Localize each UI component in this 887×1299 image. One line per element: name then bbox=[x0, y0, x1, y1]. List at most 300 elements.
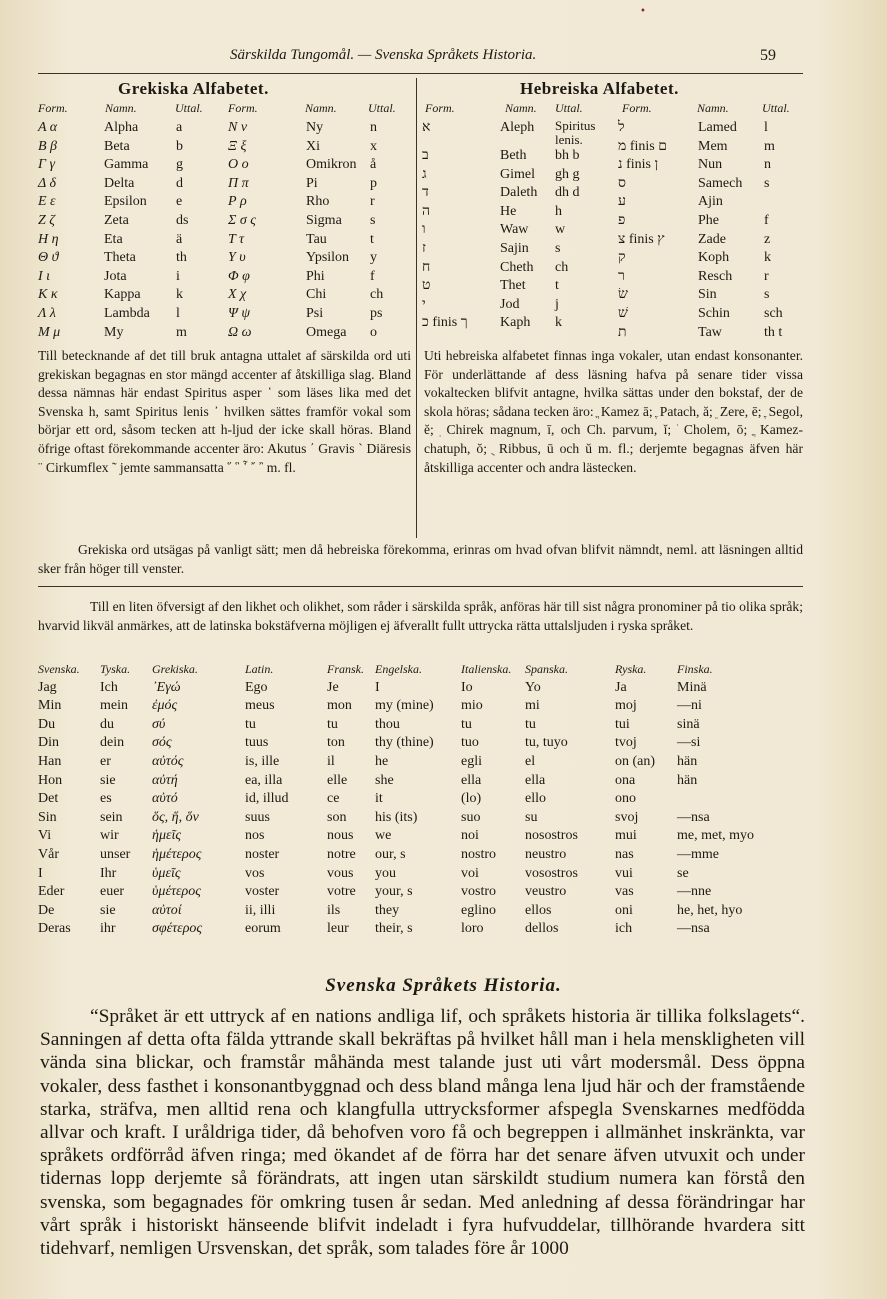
pronoun-cell: Ja bbox=[615, 679, 627, 695]
greek-letter-row bbox=[228, 305, 418, 324]
greek-letter-row bbox=[228, 268, 418, 287]
hebrew-letter-name: Thet bbox=[500, 278, 526, 294]
hebrew-letter-name: Taw bbox=[698, 324, 722, 340]
pronoun-cell: Ego bbox=[245, 679, 268, 695]
pronoun-cell: Je bbox=[327, 679, 339, 695]
greek-accent-text bbox=[38, 347, 411, 477]
greek-letter-sound: y bbox=[370, 250, 377, 266]
hebrew-letter-row bbox=[422, 147, 617, 166]
greek-letter-name: Psi bbox=[306, 305, 324, 321]
pronoun-cell: vui bbox=[615, 865, 633, 881]
history-paragraph: “Språket är ett uttryck af en nations andliga lif, och språkets historia är tillika folkslagets“. Sanningen af detta ofta fälda yttrande skall bekräftas på hvilket håll man i hela menskligheten vill vända sina blickar, och framstår måhända mest talande just uti vårt modersmål. Dess öppna vokaler, dess fasthet i konsonantbyggnad och dess bland många lena ljud här och der framstående starka, sträfva, men alltid rena och klangfulla uttrycksformer afspegla Svenskarnes medfödda allvar och kraft. I uråldriga tider, då behofven voro få och begreppen i allmänhet inskränkta, var språkets ordförråd äfven ringa; med ökandet af de förra har det senare äfven utvuxit och under tidernas lopp derjemte så förändrats, att ingen utan särskildt studium numera kan förstå den svenska, som begagnades för omkring tusen år sedan. Med anledning af dessa förändringar har vårt språk i historiskt hänseende blifvit indeladt i fyra hufvuddelar, tillhörande hvardera sitt tidehvarf, nemligen Ursvenskan, det språk, som talades före år 1000 bbox=[40, 1006, 805, 1260]
greek-letter-sound: g bbox=[176, 157, 183, 173]
hebrew-letter-row bbox=[618, 305, 802, 324]
greek-col-sound: Uttal. bbox=[175, 101, 203, 115]
greek-letter-row bbox=[228, 156, 418, 175]
greek-letter-name: Phi bbox=[306, 268, 325, 284]
running-header bbox=[0, 47, 887, 69]
greek-letter-row bbox=[228, 231, 418, 250]
greek-letter-form: Χ χ bbox=[228, 287, 247, 303]
hebrew-letter-row bbox=[422, 314, 617, 333]
hebrew-letter-row bbox=[422, 259, 617, 278]
pronoun-header: Finska. bbox=[677, 662, 713, 676]
hebrew-letter-form: פ bbox=[618, 212, 626, 228]
pronoun-cell: svoj bbox=[615, 809, 639, 825]
header-rule bbox=[38, 73, 803, 74]
pronoun-cell: dellos bbox=[525, 921, 559, 937]
pronoun-cell: Ihr bbox=[100, 865, 117, 881]
greek-letter-form: Ω ω bbox=[228, 324, 252, 340]
hebrew-letter-sound: dh d bbox=[555, 185, 580, 201]
hebrew-letter-sound: k bbox=[764, 250, 771, 266]
hebrew-letter-name: Schin bbox=[698, 305, 730, 321]
greek-heading: Grekiska Alfabetet. bbox=[118, 79, 269, 98]
pronoun-cell: she bbox=[375, 772, 394, 788]
greek-letter-form: Γ γ bbox=[38, 157, 55, 173]
pronoun-cell: neustro bbox=[525, 846, 567, 862]
pronoun-cell: mui bbox=[615, 828, 637, 844]
pronoun-cell: nas bbox=[615, 846, 634, 862]
hebrew-letter-sound: r bbox=[764, 268, 769, 284]
pronoun-cell: ὑμέτερος bbox=[152, 884, 201, 900]
hebrew-letter-row bbox=[618, 231, 802, 250]
pronoun-cell: ἐμός bbox=[152, 698, 178, 714]
hebrew-letter-name: Koph bbox=[698, 250, 730, 266]
hebrew-letter-form: כ finis ך bbox=[422, 315, 468, 331]
greek-letter-sound: t bbox=[370, 231, 374, 247]
pronoun-row bbox=[38, 846, 772, 865]
greek-letter-name: Omikron bbox=[306, 157, 357, 173]
hebrew-letter-row bbox=[618, 119, 802, 138]
hebrew-letter-row bbox=[618, 193, 802, 212]
hebrew-letter-form: ט bbox=[422, 278, 431, 294]
stain-mark: • bbox=[640, 6, 646, 17]
pronoun-cell: ellos bbox=[525, 902, 552, 918]
greek-letter-name: Theta bbox=[104, 250, 136, 266]
hebrew-col-form-2: Form. bbox=[622, 101, 652, 115]
hebrew-letter-name: Jod bbox=[500, 296, 520, 312]
pronoun-cell: ton bbox=[327, 735, 345, 751]
pronoun-cell: suo bbox=[461, 809, 481, 825]
pronoun-cell: tu bbox=[525, 716, 536, 732]
hebrew-col-sound: Uttal. bbox=[555, 101, 583, 115]
greek-letter-row bbox=[38, 156, 228, 175]
pronoun-cell: —nne bbox=[677, 884, 712, 900]
pronoun-cell: hän bbox=[677, 772, 698, 788]
hebrew-letter-form: ק bbox=[618, 250, 626, 266]
pronoun-cell: ihr bbox=[100, 921, 116, 937]
hebrew-letter-sound: s bbox=[764, 175, 770, 191]
greek-letter-form: Τ τ bbox=[228, 231, 245, 247]
greek-letter-form: Β β bbox=[38, 138, 58, 154]
pronoun-cell: it bbox=[375, 791, 383, 807]
pronoun-cell: votre bbox=[327, 884, 356, 900]
hebrew-letter-row bbox=[618, 268, 802, 287]
hebrew-letter-row bbox=[618, 175, 802, 194]
greek-letter-form: Λ λ bbox=[38, 305, 56, 321]
pronoun-cell: ich bbox=[615, 921, 633, 937]
hebrew-vowel-paragraph: Uti hebreiska alfabetet finnas inga vokaler, utan endast konsonanter. För underlättande af dess läsning hafva på senare tider vissa vokaltecken blifvit antagne, hvilka sättas under den bokstaf, der de skola höras; sådana tecken äro: ֳ Kamez ā; ֶ Patach, ă; ֵ Zere, ē; ֶ Segol, ĕ; ִ Chirek magnum, ī, och Ch. parvum, ĭ; ֹ Cholem, ō; ֳ Kamez-chatuph, ŏ; ֻ Ribbus, ū och ŭ m. fl.; derjemte begagnas äfven här åtskilliga accenter och andra lästecken. bbox=[424, 348, 803, 475]
greek-letter-form: Ε ε bbox=[38, 194, 56, 210]
pronoun-cell: on (an) bbox=[615, 753, 656, 769]
greek-letter-name: Lambda bbox=[104, 305, 150, 321]
greek-letter-sound: r bbox=[370, 194, 375, 210]
hebrew-col-sound-2: Uttal. bbox=[762, 101, 790, 115]
pronoun-header: Ryska. bbox=[615, 662, 647, 676]
pronoun-cell: σφέτερος bbox=[152, 921, 203, 937]
pronoun-cell: sein bbox=[100, 809, 123, 825]
pronoun-cell: Hon bbox=[38, 772, 63, 788]
header-title: Särskilda Tungomål. — Svenska Språkets Historia. bbox=[230, 47, 537, 63]
hebrew-letter-sound: s bbox=[764, 287, 770, 303]
pronoun-cell: vas bbox=[615, 884, 634, 900]
pronoun-cell: ii, illi bbox=[245, 902, 276, 918]
hebrew-col-form: Form. bbox=[425, 101, 455, 115]
pronoun-cell: es bbox=[100, 791, 112, 807]
pronoun-header: Svenska. bbox=[38, 662, 80, 676]
pronoun-cell: mi bbox=[525, 698, 540, 714]
pronoun-row bbox=[38, 679, 772, 698]
hebrew-letter-sound: k bbox=[555, 315, 562, 331]
hebrew-letter-sound: t bbox=[555, 278, 559, 294]
greek-letter-sound: s bbox=[370, 212, 376, 228]
pronoun-row bbox=[38, 827, 772, 846]
hebrew-letter-sound: n bbox=[764, 157, 771, 173]
pronoun-cell: αὐτοί bbox=[152, 902, 182, 918]
hebrew-letter-sound bbox=[764, 193, 802, 212]
hebrew-letter-row bbox=[422, 119, 617, 147]
hebrew-letter-row bbox=[618, 212, 802, 231]
hebrew-letter-form: ת bbox=[618, 324, 627, 340]
greek-letter-name: Eta bbox=[104, 231, 123, 247]
greek-letter-sound: d bbox=[176, 175, 183, 191]
greek-col-sound-2: Uttal. bbox=[368, 101, 396, 115]
hebrew-letter-form: צ finis ץ bbox=[618, 231, 665, 247]
greek-letter-name: Xi bbox=[306, 138, 320, 154]
hebrew-col-name-2: Namn. bbox=[697, 101, 729, 115]
pronoun-cell: mein bbox=[100, 698, 128, 714]
greek-letter-form: Ο ο bbox=[228, 157, 249, 173]
pronoun-cell: sie bbox=[100, 772, 116, 788]
pronoun-cell: his (its) bbox=[375, 809, 418, 825]
hebrew-letter-name: Resch bbox=[698, 268, 733, 284]
hebrew-letter-name: Beth bbox=[500, 148, 527, 163]
pronoun-cell: noi bbox=[461, 828, 479, 844]
hebrew-letter-name: Gimel bbox=[500, 166, 535, 182]
greek-letter-form: Φ φ bbox=[228, 268, 250, 284]
greek-letter-sound: ä bbox=[176, 231, 183, 247]
pronoun-cell: el bbox=[525, 753, 536, 769]
pronoun-cell: ona bbox=[615, 772, 636, 788]
hebrew-letter-sound: ch bbox=[555, 259, 569, 275]
pronoun-cell: tu bbox=[461, 716, 472, 732]
hebrew-letter-name: Samech bbox=[698, 175, 743, 191]
greek-letter-sound: x bbox=[370, 138, 377, 154]
hebrew-letter-sound: w bbox=[555, 222, 566, 238]
hebrew-letter-sound: Spiritus lenis. bbox=[555, 118, 596, 147]
hebrew-letter-sound: h bbox=[555, 203, 562, 219]
pronoun-cell: our, s bbox=[375, 846, 406, 862]
greek-letter-row bbox=[38, 138, 228, 157]
greek-letter-row bbox=[38, 175, 228, 194]
pronoun-cell: voi bbox=[461, 865, 479, 881]
pronoun-cell: my (mine) bbox=[375, 698, 434, 714]
pronoun-cell: elle bbox=[327, 772, 348, 788]
hebrew-letter-name: Mem bbox=[698, 138, 728, 154]
greek-letter-row bbox=[38, 286, 228, 305]
hebrew-letter-sound: th t bbox=[764, 324, 783, 340]
pronoun-header: Engelska. bbox=[375, 662, 422, 676]
greek-letter-name: Pi bbox=[306, 175, 318, 191]
greek-letter-sound: k bbox=[176, 287, 183, 303]
hebrew-letter-row bbox=[422, 240, 617, 259]
greek-letter-name: Ypsilon bbox=[306, 250, 350, 266]
section-rule bbox=[38, 586, 803, 587]
pronoun-cell: eglino bbox=[461, 902, 496, 918]
hebrew-letter-name: Zade bbox=[698, 231, 726, 247]
hebrew-letter-form: א bbox=[422, 120, 431, 135]
greek-letter-row bbox=[38, 268, 228, 287]
hebrew-letter-sound: s bbox=[555, 240, 561, 256]
hebrew-letter-form: ג bbox=[422, 166, 427, 182]
greek-letter-sound: ds bbox=[176, 212, 189, 228]
greek-letter-row bbox=[38, 193, 228, 212]
pronoun-cell: euer bbox=[100, 884, 125, 900]
greek-col-form: Form. bbox=[38, 101, 68, 115]
pronoun-cell: their, s bbox=[375, 921, 413, 937]
pronoun-cell: son bbox=[327, 809, 347, 825]
pronoun-row bbox=[38, 734, 772, 753]
greek-letter-form: Μ μ bbox=[38, 324, 61, 340]
greek-col-name: Namn. bbox=[105, 101, 137, 115]
hebrew-letter-form: ז bbox=[422, 240, 426, 256]
greek-note: Grekiska ord utsägas på vanligt sätt; men då hebreiska förekomma, erinras om hvad ofvan blifvit nämndt, neml. att läsningen alltid sker från höger till venster. bbox=[38, 542, 803, 576]
hebrew-table-left bbox=[422, 119, 617, 333]
pronoun-cell: ἡμεῖς bbox=[152, 828, 182, 844]
greek-letter-sound: n bbox=[370, 120, 377, 135]
greek-letter-row bbox=[228, 175, 418, 194]
pronoun-cell: id, illud bbox=[245, 791, 289, 807]
hebrew-letter-name: Lamed bbox=[698, 120, 737, 135]
greek-letter-name: Alpha bbox=[104, 120, 139, 135]
pronoun-cell: your, s bbox=[375, 884, 413, 900]
pronoun-row bbox=[38, 697, 772, 716]
hebrew-letter-name: He bbox=[500, 203, 517, 219]
pronoun-cell: mio bbox=[461, 698, 483, 714]
pronoun-cell: is, ille bbox=[245, 753, 280, 769]
pronoun-cell: ono bbox=[615, 791, 636, 807]
hebrew-letter-row bbox=[422, 296, 617, 315]
pronoun-row bbox=[38, 883, 772, 902]
pronoun-cell: (lo) bbox=[461, 791, 482, 807]
greek-letter-name: My bbox=[104, 324, 124, 340]
greek-letter-name: Kappa bbox=[104, 287, 141, 303]
pronoun-cell: I bbox=[38, 865, 43, 881]
pronoun-row bbox=[38, 716, 772, 735]
greek-letter-sound: o bbox=[370, 324, 377, 340]
pronoun-cell: moj bbox=[615, 698, 637, 714]
greek-letter-row bbox=[228, 138, 418, 157]
hebrew-letter-form: י bbox=[422, 296, 426, 312]
hebrew-col-name: Namn. bbox=[505, 101, 537, 115]
greek-letter-form: Ρ ρ bbox=[228, 194, 247, 210]
greek-letter-row bbox=[38, 249, 228, 268]
section-title: Svenska Språkets Historia. bbox=[325, 975, 562, 996]
pronoun-cell: tuo bbox=[461, 735, 479, 751]
greek-letter-form: Α α bbox=[38, 120, 58, 135]
hebrew-letter-name: Waw bbox=[500, 222, 529, 238]
hebrew-letter-form: ב bbox=[422, 148, 429, 163]
pronoun-cell: oni bbox=[615, 902, 633, 918]
pronoun-cell: αὐτή bbox=[152, 772, 178, 788]
pronoun-cell: ils bbox=[327, 902, 341, 918]
pronoun-cell: thy (thine) bbox=[375, 735, 434, 751]
pronoun-cell: tvoj bbox=[615, 735, 637, 751]
hebrew-letter-sound: l bbox=[764, 120, 768, 135]
pronoun-cell: —mme bbox=[677, 846, 719, 862]
hebrew-letter-form: שׂ bbox=[618, 287, 628, 303]
pronoun-cell: Yo bbox=[525, 679, 541, 695]
greek-letter-row bbox=[228, 212, 418, 231]
pronoun-cell: noster bbox=[245, 846, 280, 862]
pronoun-row bbox=[38, 865, 772, 884]
pronoun-cell: nostro bbox=[461, 846, 496, 862]
hebrew-letter-sound: bh b bbox=[555, 148, 580, 163]
greek-letter-row bbox=[228, 193, 418, 212]
greek-col-form-2: Form. bbox=[228, 101, 258, 115]
hebrew-letter-row bbox=[422, 277, 617, 296]
pronoun-cell: —nsa bbox=[677, 921, 710, 937]
pronoun-header: Spanska. bbox=[525, 662, 568, 676]
greek-letter-sound: th bbox=[176, 250, 187, 266]
hebrew-letter-row bbox=[618, 249, 802, 268]
greek-letter-name: Delta bbox=[104, 175, 135, 191]
greek-letter-sound: ch bbox=[370, 287, 384, 303]
pronoun-cell: meus bbox=[245, 698, 275, 714]
pronoun-row bbox=[38, 772, 772, 791]
hebrew-letter-sound: gh g bbox=[555, 166, 580, 182]
hebrew-letter-name: Ajin bbox=[698, 194, 723, 210]
pronoun-cell: Det bbox=[38, 791, 59, 807]
greek-letter-row bbox=[38, 305, 228, 324]
greek-letter-row bbox=[228, 324, 418, 343]
pronoun-header: Tyska. bbox=[100, 662, 131, 676]
hebrew-letter-row bbox=[618, 138, 802, 157]
pronoun-cell: tuus bbox=[245, 735, 269, 751]
pronoun-cell: loro bbox=[461, 921, 484, 937]
greek-letter-name: Epsilon bbox=[104, 194, 147, 210]
pronoun-cell: σός bbox=[152, 735, 172, 751]
hebrew-letter-sound: z bbox=[764, 231, 771, 247]
page-number: 59 bbox=[760, 47, 776, 64]
pronoun-cell: ἡμέτερος bbox=[152, 846, 202, 862]
pronoun-header: Grekiska. bbox=[152, 662, 198, 676]
greek-letter-form: Ι ι bbox=[38, 268, 51, 284]
pronoun-cell: he, het, hyo bbox=[677, 902, 743, 918]
greek-letter-row bbox=[228, 249, 418, 268]
pronoun-row bbox=[38, 902, 772, 921]
hebrew-letter-form: ע bbox=[618, 194, 626, 210]
greek-letter-sound: b bbox=[176, 138, 183, 154]
pronoun-cell: mon bbox=[327, 698, 352, 714]
greek-letter-name: Rho bbox=[306, 194, 330, 210]
pronoun-cell: veustro bbox=[525, 884, 567, 900]
hebrew-letter-form: ח bbox=[422, 259, 431, 275]
greek-letter-name: Tau bbox=[306, 231, 327, 247]
hebrew-letter-form: ס bbox=[618, 175, 626, 191]
pronoun-cell: ᾽Εγώ bbox=[152, 679, 181, 695]
pronoun-cell: hän bbox=[677, 753, 698, 769]
greek-letter-form: Θ ϑ bbox=[38, 250, 59, 266]
hebrew-letter-name: Cheth bbox=[500, 259, 534, 275]
pronoun-cell: he bbox=[375, 753, 389, 769]
greek-letter-form: Π π bbox=[228, 175, 249, 191]
hebrew-letter-form: ה bbox=[422, 203, 431, 219]
pronoun-cell: Vi bbox=[38, 828, 52, 844]
greek-letter-sound: i bbox=[176, 268, 180, 284]
greek-letter-sound: e bbox=[176, 194, 183, 210]
greek-letter-row bbox=[38, 119, 228, 138]
greek-letter-form: Ζ ζ bbox=[38, 212, 55, 228]
greek-letter-row bbox=[38, 212, 228, 231]
pronoun-cell: leur bbox=[327, 921, 349, 937]
greek-letter-form: Ξ ξ bbox=[228, 138, 247, 154]
hebrew-letter-form: נ finis ן bbox=[618, 157, 659, 173]
pronoun-cell: dein bbox=[100, 735, 125, 751]
hebrew-letter-name: Sajin bbox=[500, 240, 529, 256]
hebrew-letter-sound: sch bbox=[764, 305, 783, 321]
greek-letter-sound: å bbox=[370, 157, 377, 173]
hebrew-letter-form: שׁ bbox=[618, 305, 628, 321]
greek-col-name-2: Namn. bbox=[305, 101, 337, 115]
pronoun-cell bbox=[677, 790, 772, 809]
greek-letter-name: Chi bbox=[306, 287, 327, 303]
pronoun-cell: Io bbox=[461, 679, 473, 695]
pronoun-cell: —ni bbox=[677, 698, 702, 714]
greek-letter-row bbox=[228, 119, 418, 138]
pronoun-cell: Han bbox=[38, 753, 62, 769]
pronoun-cell: vous bbox=[327, 865, 354, 881]
pronoun-cell: wir bbox=[100, 828, 119, 844]
greek-table-right bbox=[228, 119, 418, 342]
hebrew-letter-form: ל bbox=[618, 120, 625, 135]
pronoun-cell: unser bbox=[100, 846, 131, 862]
hebrew-letter-sound: j bbox=[555, 296, 559, 312]
pronoun-cell: Ich bbox=[100, 679, 118, 695]
pronoun-cell: me, met, myo bbox=[677, 828, 754, 844]
pronoun-cell: σύ bbox=[152, 716, 166, 732]
greek-table-left bbox=[38, 119, 228, 342]
pronoun-cell: tu bbox=[245, 716, 256, 732]
hebrew-letter-name: Sin bbox=[698, 287, 717, 303]
pronoun-header: Latin. bbox=[245, 662, 274, 676]
hebrew-vowel-text bbox=[424, 347, 803, 477]
pronoun-cell: Deras bbox=[38, 921, 71, 937]
pronoun-row bbox=[38, 809, 772, 828]
pronoun-cell: we bbox=[375, 828, 392, 844]
greek-letter-form: Ν ν bbox=[228, 120, 248, 135]
pronoun-cell: se bbox=[677, 865, 689, 881]
column-divider bbox=[416, 78, 417, 538]
pronoun-cell: ello bbox=[525, 791, 546, 807]
pronoun-cell: nous bbox=[327, 828, 354, 844]
pronoun-cell: tu bbox=[327, 716, 338, 732]
hebrew-letter-form: ו bbox=[422, 222, 426, 238]
greek-letter-name: Ny bbox=[306, 120, 324, 135]
greek-letter-sound: m bbox=[176, 324, 187, 340]
hebrew-letter-sound: f bbox=[764, 212, 769, 228]
hebrew-letter-row bbox=[422, 203, 617, 222]
